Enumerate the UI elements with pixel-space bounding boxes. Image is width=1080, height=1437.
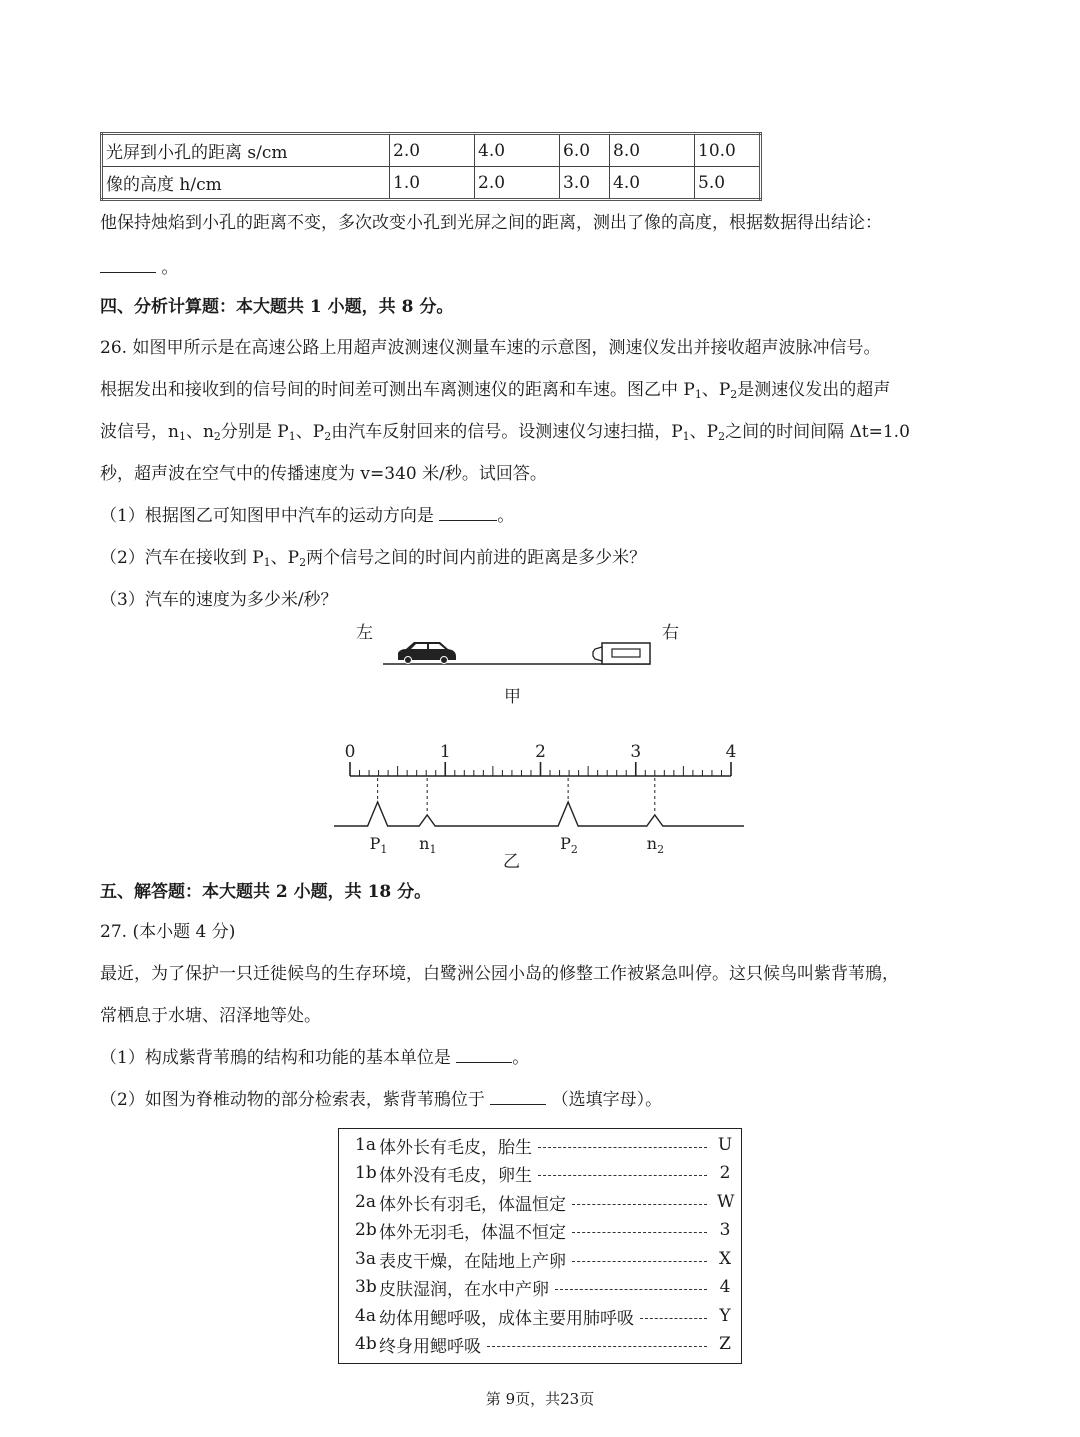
q26-line3 — [100, 417, 910, 442]
punctuation: 。 — [161, 258, 179, 278]
punctuation: 。 — [512, 1048, 530, 1068]
table-cell: 2.0 — [390, 134, 475, 167]
dotted-leader — [640, 1318, 707, 1319]
pulse-label: $P_2$ — [560, 834, 578, 856]
subscript: 1 — [288, 430, 296, 443]
text: 两个信号之间的时间内前进的距离是多少米？ — [306, 548, 647, 568]
text: 分别是 P — [220, 422, 289, 442]
subscript: 2 — [299, 556, 307, 569]
scale-label: 3 — [630, 742, 642, 762]
text: 、P — [295, 422, 325, 442]
pulse-label-subscript: 1 — [380, 843, 388, 856]
key-text: 体外长有毛皮，胎生 — [379, 1137, 532, 1158]
text: （选填字母）。 — [551, 1090, 663, 1110]
key-row — [355, 1273, 733, 1301]
answer-blank — [456, 1045, 512, 1063]
key-code: 3b — [355, 1277, 377, 1297]
dotted-leader — [555, 1289, 707, 1290]
subscript: 2 — [324, 430, 332, 443]
subscript: 1 — [263, 556, 271, 569]
scale-label: 2 — [535, 742, 546, 762]
table-row — [102, 134, 761, 167]
q26-part1 — [100, 501, 514, 526]
subscript: 2 — [718, 430, 726, 443]
text: （1）构成紫背苇鳽的结构和功能的基本单位是 — [100, 1048, 451, 1068]
subscript: 2 — [213, 430, 221, 443]
key-result: Z — [719, 1334, 731, 1354]
table-cell: 1.0 — [390, 167, 475, 200]
table-cell: 3.0 — [560, 167, 610, 200]
table-row — [102, 167, 761, 200]
scale-label: 4 — [725, 742, 737, 762]
key-code: 2b — [355, 1220, 377, 1240]
key-text: 体外长有羽毛，体温恒定 — [379, 1194, 566, 1215]
pulse-label-subscript: 2 — [657, 843, 665, 856]
left-label: 左 — [356, 623, 373, 643]
key-result: 4 — [719, 1277, 731, 1297]
key-code: 4a — [355, 1306, 376, 1326]
page-footer: 第 9页，共23页 — [485, 1390, 595, 1408]
scale-label: 0 — [344, 742, 356, 762]
section4-title: 四、分析计算题：本大题共 1 小题，共 8 分。 — [100, 297, 454, 317]
q27-line1: 最近，为了保护一只迁徙候鸟的生存环境，白鹭洲公园小岛的修整工作被紧急叫停。这只候鸟叫紫背苇鳽， — [100, 964, 899, 984]
q27-part1 — [100, 1043, 529, 1068]
text: （2）如图为脊椎动物的部分检索表，紫背苇鳽位于 — [100, 1090, 485, 1110]
q26-part2 — [100, 543, 646, 568]
table-cell: 6.0 — [560, 134, 610, 167]
key-code: 1b — [355, 1163, 377, 1183]
text: 根据发出和接收到的信号间的时间差可测出车离测速仪的距离和车速。图乙中 P — [100, 380, 695, 400]
table-cell: 像的高度 h/cm — [102, 167, 390, 200]
figure-yi-caption: 乙 — [503, 852, 520, 872]
subscript: 1 — [694, 388, 702, 401]
text: 波信号，n — [100, 422, 179, 442]
key-row — [355, 1159, 733, 1187]
pulse-label-subscript: 1 — [429, 843, 437, 856]
key-text: 皮肤湿润，在水中产卵 — [379, 1279, 549, 1300]
answer-blank — [439, 503, 497, 521]
dotted-leader — [487, 1346, 707, 1347]
section5-title: 五、解答题：本大题共 2 小题，共 18 分。 — [100, 882, 432, 902]
key-result: Y — [719, 1306, 731, 1326]
table-cell: 光屏到小孔的距离 s/cm — [102, 134, 390, 167]
table-cell: 4.0 — [475, 134, 560, 167]
q26-part3: （3）汽车的速度为多少米/秒？ — [100, 590, 338, 610]
table-cell: 8.0 — [610, 134, 695, 167]
key-code: 1a — [355, 1135, 376, 1155]
key-text: 幼体用鳃呼吸，成体主要用肺呼吸 — [379, 1308, 634, 1329]
key-row — [355, 1216, 733, 1244]
key-code: 4b — [355, 1334, 377, 1354]
text: 、P — [270, 548, 300, 568]
figure-jia-caption: 甲 — [504, 687, 521, 707]
pulse-label: $n_2$ — [646, 834, 665, 856]
q26-line4: 秒，超声波在空气中的传播速度为 v=340 米/秒。试回答。 — [100, 464, 547, 484]
text: 之间的时间间隔 Δt=1.0 — [725, 422, 910, 442]
key-row — [355, 1330, 733, 1358]
signal-trace — [334, 802, 744, 826]
table-cell: 5.0 — [695, 167, 761, 200]
pulse-label: $P_1$ — [369, 834, 388, 856]
classification-key — [338, 1128, 742, 1364]
data-table — [100, 132, 762, 201]
pulse-signals — [334, 778, 744, 856]
key-row — [355, 1245, 733, 1273]
q26-line2 — [100, 375, 890, 400]
answer-blank — [490, 1087, 546, 1105]
punctuation: 。 — [497, 506, 515, 526]
text: 、P — [689, 422, 719, 442]
pulse-label: $n_1$ — [419, 834, 437, 856]
figure-jia — [340, 618, 700, 713]
dotted-leader — [538, 1175, 707, 1176]
dotted-leader — [572, 1261, 707, 1262]
subscript: 1 — [682, 430, 690, 443]
text: 由汽车反射回来的信号。设测速仪匀速扫描，P — [331, 422, 683, 442]
q25-answer-line — [100, 253, 178, 278]
key-row — [355, 1188, 733, 1216]
speed-detector-icon — [593, 643, 650, 664]
subscript: 1 — [178, 430, 186, 443]
key-text: 体外无羽毛，体温不恒定 — [379, 1222, 566, 1243]
key-text: 表皮干燥，在陆地上产卵 — [379, 1251, 566, 1272]
key-code: 3a — [355, 1249, 376, 1269]
key-row — [355, 1131, 733, 1159]
q26-line1: 26. 如图甲所示是在高速公路上用超声波测速仪测量车速的示意图，测速仪发出并接收超声波脉冲信号。 — [100, 338, 881, 358]
key-result: U — [717, 1135, 733, 1155]
answer-blank — [100, 255, 156, 273]
table-cell: 2.0 — [475, 167, 560, 200]
scale-label: 1 — [439, 742, 451, 762]
text: 、P — [701, 380, 731, 400]
key-result: X — [718, 1249, 732, 1269]
dotted-leader — [572, 1232, 707, 1233]
key-result: 3 — [719, 1220, 731, 1240]
subscript: 2 — [730, 388, 738, 401]
text: （2）汽车在接收到 P — [100, 548, 264, 568]
q27-part2 — [100, 1085, 662, 1110]
key-code: 2a — [355, 1192, 376, 1212]
table-cell: 10.0 — [695, 134, 761, 167]
right-label: 右 — [662, 623, 679, 643]
scale-labels — [345, 742, 737, 762]
text: 、n — [185, 422, 214, 442]
table-cell: 4.0 — [610, 167, 695, 200]
car-icon — [398, 642, 456, 664]
key-text: 体外没有毛皮，卵生 — [379, 1165, 532, 1186]
time-scale — [350, 762, 731, 776]
key-row — [355, 1302, 733, 1330]
key-result: W — [717, 1192, 735, 1212]
pulse-label-subscript: 2 — [570, 843, 578, 856]
text: （1）根据图乙可知图甲中汽车的运动方向是 — [100, 506, 434, 526]
q27-title: 27. (本小题 4 分) — [100, 922, 236, 942]
dotted-leader — [538, 1147, 707, 1148]
q25-conclusion-text: 他保持烛焰到小孔的距离不变，多次改变小孔到光屏之间的距离，测出了像的高度，根据数据得出结论： — [100, 213, 882, 233]
key-text: 终身用鳃呼吸 — [379, 1336, 481, 1357]
dotted-leader — [572, 1204, 707, 1205]
q27-line2: 常栖息于水塘、沼泽地等处。 — [100, 1006, 321, 1026]
key-result: 2 — [719, 1163, 731, 1183]
text: 是测速仪发出的超声 — [737, 380, 891, 400]
figure-yi — [330, 735, 750, 875]
